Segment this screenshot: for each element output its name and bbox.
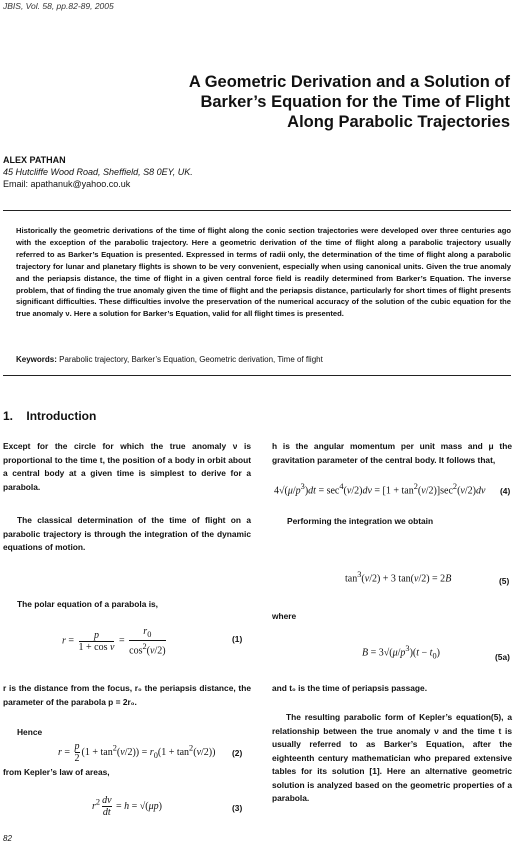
right-paragraph-5: The resulting parabolic form of Kepler’s equation(5), a relationship between the true anomaly ν and the time t is usually referred to as Barker’s Equation, after the eighteenth century mathematician who prepared extensive tables for its solution [1]. Here an alternative geometric solution is analyzed based on the geometric properties of a parabola. (272, 712, 512, 803)
equation-2: r = $\frac{p}{2}$ $(1 + \tan^2(\nu/2)) = r_0(1 + \tan^2(\nu/2))$ (58, 741, 216, 764)
author-block (3, 154, 193, 190)
abstract: Historically the geometric derivations of the time of flight along the conic section trajectories were developed over three centuries ago with the exception of the parabolic trajectory. Here a geometric derivation of the time of flight along a parabolic trajectory usually referred to as Barker’s Equation is presented. Expressed in terms of radii only, the determination of the time of flight along a parabolic trajectory for lunar and planetary flights is shown to be very convenient, especially when using canonical units. Given the true anomaly and the periapsis distance, the time of flight in a given central force field is readily determined from Barker’s Equation. The inverse problem, that of finding the true anomaly given the time of flight and the periapsis distance, particularly for short times of flight presents significant difficulties. These difficulties involve the preservation of the numerical accuracy of the solution of the cubic equation for the true anomaly ν. Here a solution for Barker’s Equation, valid for all flight times is presented. (16, 226, 511, 319)
equation-number-3: (3) (232, 803, 243, 813)
left-paragraph-2: The classical determination of the time of flight on a parabolic trajectory is through the integration of the dynamic equations of motion. (3, 515, 251, 552)
section-number: 1. (3, 409, 14, 423)
equation-5: $\tan^3(\nu/2) + 3$ tan(ν/2) = 2B (345, 570, 452, 585)
left-paragraph-4: r is the distance from the focus, r₀ the periapsis distance, the parameter of the parabola p = 2r₀. (3, 683, 251, 707)
author-name: ALEX PATHAN (3, 155, 66, 165)
equation-4: $4√(\mu/p^3)dt = \sec^4(\nu/2)d\nu = [1 + \tan^2(\nu/2)]\sec^2(\nu/2)d\nu$ (274, 482, 486, 497)
left-paragraph-3: The polar equation of a parabola is, (17, 599, 159, 609)
title-line-3: Along Parabolic Trajectories (287, 113, 510, 131)
author-address: 45 Hutcliffe Wood Road, Sheffield, S8 0EY, UK. (3, 167, 193, 177)
keywords-label: Keywords: (16, 355, 57, 364)
equation-number-1: (1) (232, 634, 243, 644)
left-paragraph-6: from Kepler’s law of areas, (3, 767, 110, 777)
equation-number-4: (4) (500, 486, 511, 496)
equation-5a: $B = 3√(\mu/p^3)(t - t_0)$ (362, 644, 440, 661)
equation-3: $r^2$ $\frac{d\nu}{dt}$ = h = √(μp) (92, 795, 163, 818)
left-paragraph-5: Hence (17, 727, 43, 737)
keywords-text: Parabolic trajectory, Barker’s Equation, Geometric derivation, Time of flight (59, 355, 323, 364)
right-paragraph-4: and t₀ is the time of periapsis passage. (272, 683, 428, 693)
right-paragraph-3: where (272, 611, 297, 621)
journal-reference: JBIS, Vol. 58, pp.82-89, 2005 (3, 1, 114, 11)
page-number: 82 (3, 834, 12, 843)
keywords-rule (3, 375, 511, 376)
title-line-2: Barker’s Equation for the Time of Flight (200, 93, 510, 111)
equation-1: r = $\frac{p}{\text{1 + cos ν}}$ = $\frac{r_0}{\cos^2(\nu/2)}$ (62, 626, 166, 657)
author-email: Email: apathanuk@yahoo.co.uk (3, 179, 131, 189)
section-title: Introduction (26, 409, 97, 423)
equation-number-2: (2) (232, 748, 243, 758)
right-paragraph-1: h is the angular momentum per unit mass and μ the gravitation parameter of the central body. It follows that, (272, 441, 512, 465)
section-heading (3, 409, 96, 423)
top-rule (3, 210, 511, 211)
equation-number-5: (5) (499, 576, 510, 586)
equation-number-5a: (5a) (495, 652, 510, 662)
keywords (16, 354, 511, 365)
right-paragraph-2: Performing the integration we obtain (287, 516, 434, 526)
left-paragraph-1: Except for the circle for which the true anomaly ν is proportional to the time t, the position of a body in orbit about a central body at a given time is simplest to derive for a parabola. (3, 441, 251, 492)
title-line-1: A Geometric Derivation and a Solution of (188, 73, 510, 91)
